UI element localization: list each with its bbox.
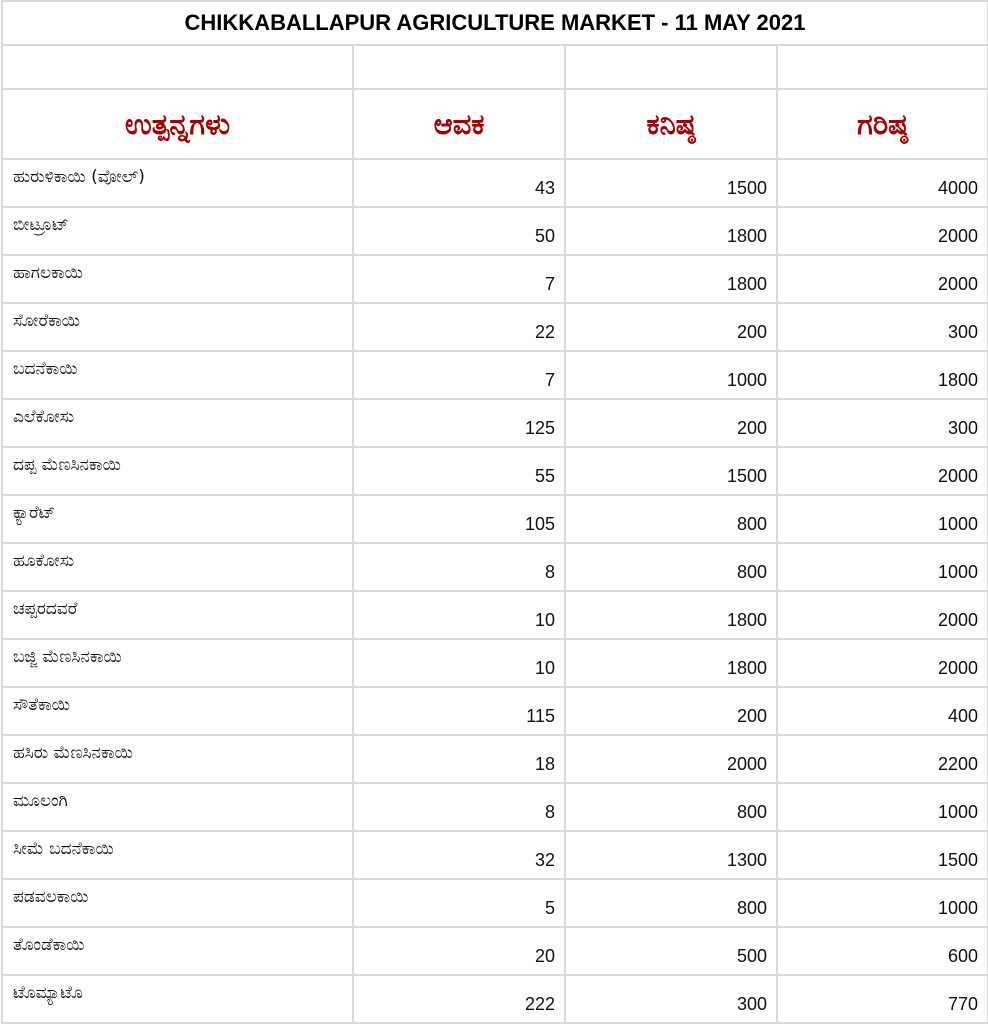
blank-cell	[2, 45, 353, 89]
min-price-cell: 1800	[565, 591, 777, 639]
product-name-cell: ತೊಂಡೆಕಾಯಿ	[2, 927, 353, 975]
product-name-cell: ಸೋರೆಕಾಯಿ	[2, 303, 353, 351]
blank-cell	[565, 45, 777, 89]
max-price-cell: 770	[777, 975, 988, 1023]
arrival-cell: 20	[353, 927, 565, 975]
arrival-cell: 18	[353, 735, 565, 783]
table-row	[2, 783, 988, 831]
min-price-cell: 2000	[565, 735, 777, 783]
arrival-cell: 222	[353, 975, 565, 1023]
table-row	[2, 495, 988, 543]
table-row	[2, 351, 988, 399]
blank-cell	[353, 45, 565, 89]
blank-cell	[777, 45, 988, 89]
arrival-cell: 8	[353, 543, 565, 591]
table-row	[2, 447, 988, 495]
product-name-cell: ಟೊಮ್ಯಾಟೊ	[2, 975, 353, 1023]
table-row	[2, 639, 988, 687]
max-price-cell: 2000	[777, 591, 988, 639]
product-name-cell: ಚಪ್ಪರದವರೆ	[2, 591, 353, 639]
header-products: ಉತ್ಪನ್ನಗಳು	[2, 89, 353, 159]
max-price-cell: 1000	[777, 783, 988, 831]
min-price-cell: 200	[565, 303, 777, 351]
header-row	[2, 89, 988, 159]
min-price-cell: 500	[565, 927, 777, 975]
arrival-cell: 10	[353, 639, 565, 687]
min-price-cell: 800	[565, 879, 777, 927]
max-price-cell: 4000	[777, 159, 988, 207]
max-price-cell: 2200	[777, 735, 988, 783]
arrival-cell: 125	[353, 399, 565, 447]
table-row	[2, 687, 988, 735]
min-price-cell: 800	[565, 495, 777, 543]
min-price-cell: 800	[565, 783, 777, 831]
product-name-cell: ದಪ್ಪ ಮೆಣಸಿನಕಾಯಿ	[2, 447, 353, 495]
header-max-price: ಗರಿಷ್ಠ	[777, 89, 988, 159]
table-row	[2, 303, 988, 351]
header-arrival: ಆವಕ	[353, 89, 565, 159]
product-name-cell: ಸೌತೆಕಾಯಿ	[2, 687, 353, 735]
header-min-price: ಕನಿಷ್ಠ	[565, 89, 777, 159]
min-price-cell: 1800	[565, 207, 777, 255]
table-row	[2, 255, 988, 303]
max-price-cell: 2000	[777, 447, 988, 495]
table-row	[2, 879, 988, 927]
arrival-cell: 115	[353, 687, 565, 735]
product-name-cell: ಹುರುಳಿಕಾಯಿ (ವೋಲ್)	[2, 159, 353, 207]
product-name-cell: ಬದನೆಕಾಯಿ	[2, 351, 353, 399]
min-price-cell: 800	[565, 543, 777, 591]
product-name-cell: ಬಜ್ಜಿ ಮೆಣಸಿನಕಾಯಿ	[2, 639, 353, 687]
arrival-cell: 8	[353, 783, 565, 831]
product-name-cell: ಪಡವಲಕಾಯಿ	[2, 879, 353, 927]
max-price-cell: 400	[777, 687, 988, 735]
product-name-cell: ಹೂಕೋಸು	[2, 543, 353, 591]
table-row	[2, 735, 988, 783]
arrival-cell: 32	[353, 831, 565, 879]
min-price-cell: 200	[565, 687, 777, 735]
product-name-cell: ಬೀಟ್ರೂಟ್	[2, 207, 353, 255]
arrival-cell: 22	[353, 303, 565, 351]
product-name-cell: ಕ್ಯಾರೆಟ್	[2, 495, 353, 543]
arrival-cell: 43	[353, 159, 565, 207]
max-price-cell: 600	[777, 927, 988, 975]
arrival-cell: 7	[353, 351, 565, 399]
max-price-cell: 1000	[777, 543, 988, 591]
min-price-cell: 300	[565, 975, 777, 1023]
max-price-cell: 2000	[777, 639, 988, 687]
product-name-cell: ಸೀಮೆ ಬದನೆಕಾಯಿ	[2, 831, 353, 879]
max-price-cell: 2000	[777, 207, 988, 255]
max-price-cell: 1500	[777, 831, 988, 879]
table-row	[2, 543, 988, 591]
max-price-cell: 1000	[777, 879, 988, 927]
arrival-cell: 5	[353, 879, 565, 927]
table-row	[2, 927, 988, 975]
blank-row	[2, 45, 988, 89]
min-price-cell: 1000	[565, 351, 777, 399]
title-row	[2, 1, 988, 45]
min-price-cell: 1800	[565, 255, 777, 303]
table-row	[2, 831, 988, 879]
table-row	[2, 207, 988, 255]
min-price-cell: 1300	[565, 831, 777, 879]
product-name-cell: ಹಸಿರು ಮೆಣಸಿನಕಾಯಿ	[2, 735, 353, 783]
arrival-cell: 55	[353, 447, 565, 495]
min-price-cell: 1500	[565, 447, 777, 495]
min-price-cell: 1500	[565, 159, 777, 207]
min-price-cell: 1800	[565, 639, 777, 687]
table-row	[2, 159, 988, 207]
max-price-cell: 300	[777, 303, 988, 351]
arrival-cell: 50	[353, 207, 565, 255]
max-price-cell: 1000	[777, 495, 988, 543]
table-title: CHIKKABALLAPUR AGRICULTURE MARKET - 11 MAY 2021	[2, 1, 988, 45]
arrival-cell: 7	[353, 255, 565, 303]
product-name-cell: ಎಲೆಕೋಸು	[2, 399, 353, 447]
arrival-cell: 10	[353, 591, 565, 639]
arrival-cell: 105	[353, 495, 565, 543]
product-name-cell: ಮೂಲಂಗಿ	[2, 783, 353, 831]
price-table	[1, 0, 988, 1024]
table-row	[2, 399, 988, 447]
table-row	[2, 975, 988, 1023]
product-name-cell: ಹಾಗಲಕಾಯಿ	[2, 255, 353, 303]
max-price-cell: 1800	[777, 351, 988, 399]
max-price-cell: 2000	[777, 255, 988, 303]
table-row	[2, 591, 988, 639]
max-price-cell: 300	[777, 399, 988, 447]
min-price-cell: 200	[565, 399, 777, 447]
